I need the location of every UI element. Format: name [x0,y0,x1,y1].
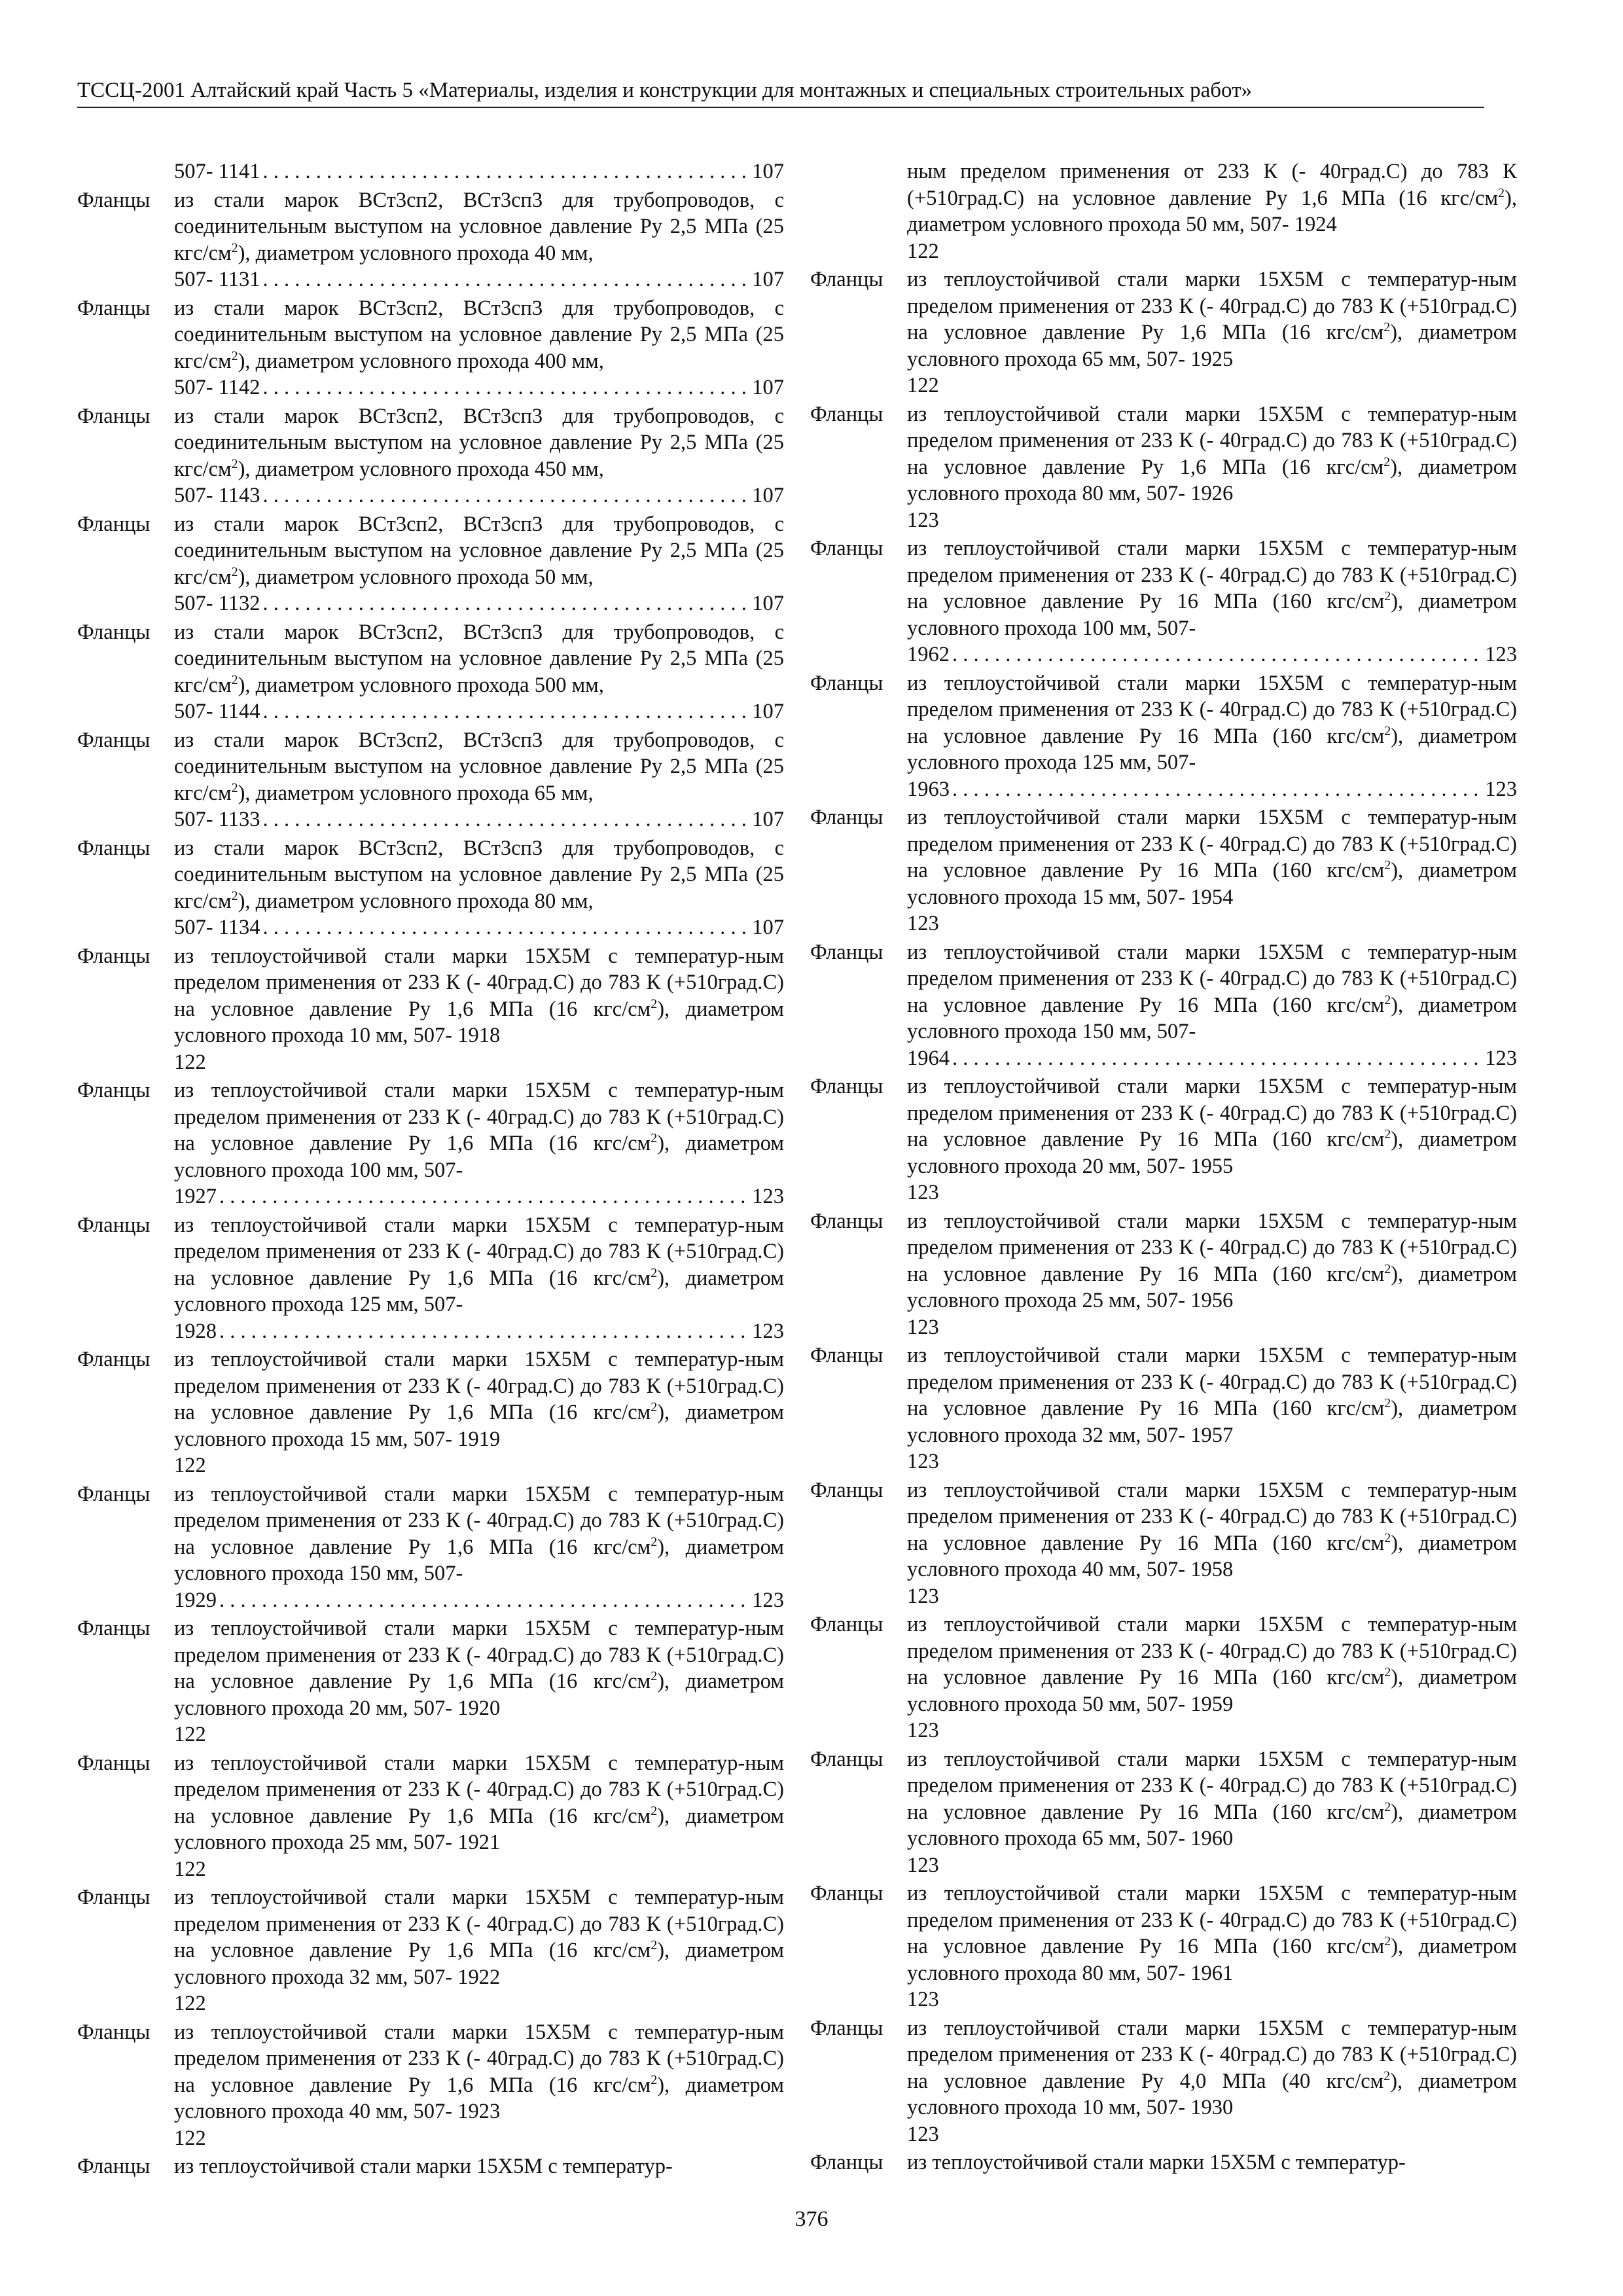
index-entry [77,619,784,725]
index-entry [810,1342,1517,1475]
entry-code: 507- 1141 [174,160,260,183]
superscript: 2 [1384,1261,1391,1276]
entry-text [810,2149,1517,2176]
entry-text-pre: из теплоустойчивой стали марки 15Х5М с температур-ным пределом применения от 233 К (- 40град.С) до 783 К (+510град.С) на условное давление Ру 1,6 МПа (16 кгс/см [174,1886,784,1962]
entry-text-pre: из теплоустойчивой стали марки 15Х5М с температур-ным пределом применения от 233 К (- 40град.С) до 783 К (+510град.С) на условное давление Ру 16 МПа (160 кгс/см [907,940,1517,1017]
entry-text-pre: из теплоустойчивой стали марки 15Х5М с температур-ным пределом применения от 233 К (- 40град.С) до 783 К (+510град.С) на условное давление Ру 16 МПа (160 кгс/см [907,1344,1517,1420]
superscript: 2 [651,1265,658,1280]
entry-text [810,804,1517,910]
entry-text [810,939,1517,1045]
entry-text [77,2019,784,2125]
entry-text [77,1346,784,1452]
entry-lead-term: Фланцы [77,1213,151,1237]
entry-lead-term: Фланцы [810,1747,883,1771]
superscript: 2 [651,2072,658,2087]
entry-text [810,158,1517,238]
entry-text-post: ), диаметром условного прохода 40 мм, 507- 1923 [174,2073,784,2123]
entry-page-ref: 123 [907,1450,939,1473]
index-entry [810,266,1517,399]
entry-text-pre: из теплоустойчивой стали марки 15Х5М с температур-ным пределом применения от 233 К (- 40град.С) до 783 К (+510град.С) на условное давление Ру 1,6 МПа (16 кгс/см [174,1348,784,1424]
index-entry [77,835,784,941]
entry-text [77,835,784,915]
entry-text [77,187,784,267]
entry-text-pre: из теплоустойчивой стали марки 15Х5М с температур-ным пределом применения от 233 К (- 40град.С) до 783 К (+510град.С) на условное давление Ру 16 МПа (160 кгс/см [907,537,1517,613]
entry-text [810,535,1517,641]
entry-page-ref: 107 [752,160,784,183]
index-entry [77,943,784,1076]
entry-lead-term: Фланцы [77,2155,151,2178]
entry-page-ref: 123 [907,1315,939,1339]
entry-code: 1927 [174,1185,217,1208]
entry-reference-line [77,1587,784,1614]
entry-text-pre: из теплоустойчивой стали марки 15Х5М с температур-ным пределом применения от 233 К (- 40град.С) до 783 К (+510град.С) на условное давление Ру 1,6 МПа (16 кгс/см [174,1079,784,1155]
entry-lead-term: Фланцы [810,1613,883,1636]
entry-page-ref: 107 [752,592,784,615]
superscript: 2 [231,672,238,687]
index-entry [77,727,784,833]
entry-text-pre: из теплоустойчивой стали марки 15Х5М с температур-ным пределом применения от 233 К (- 40град.С) до 783 К (+510град.С) на условное давление Ру 16 МПа (160 кгс/см [907,1209,1517,1286]
entry-lead-term: Фланцы [810,1075,883,1098]
dot-leader [219,1183,749,1210]
entry-reference-line [77,1183,784,1210]
entry-code: 507- 1131 [174,268,260,291]
entry-lead-term: Фланцы [77,1482,151,1506]
entry-lead-term: Фланцы [77,1751,151,1775]
entry-text-pre: из стали марок ВСт3сп2, ВСт3сп3 для трубопроводов, с соединительным выступом на условное давление Ру 2,5 МПа (25 кгс/см [174,296,784,373]
entry-text-post: ), диаметром условного прохода 50 мм, [238,565,594,589]
dot-leader [263,482,750,509]
entry-text-post: ), диаметром условного прохода 80 мм, 507- 1926 [907,455,1517,505]
entry-text-post: ), диаметром условного прохода 65 мм, 507- 1925 [907,321,1517,371]
entry-text-pre: из теплоустойчивой стали марки 15Х5М с температур-ным пределом применения от 233 К (- 40град.С) до 783 К (+510град.С) на условное давление Ру 16 МПа (160 кгс/см [907,1478,1517,1555]
entry-reference-line [77,158,784,185]
dot-leader [263,266,750,293]
entry-text [810,1611,1517,1717]
entry-text [77,619,784,699]
superscript: 2 [231,780,238,795]
entry-text-post: ), диаметром условного прохода 50 мм, 507- 1924 [907,186,1517,236]
dot-leader [263,158,750,185]
entry-page-ref: 123 [907,508,939,532]
entry-lead-term: Фланцы [77,296,151,320]
entry-lead-term: Фланцы [810,537,883,560]
index-entry [810,670,1517,803]
superscript: 2 [651,1400,658,1415]
header-rule [77,107,1484,108]
entry-page-ref: 123 [907,1584,939,1608]
superscript: 2 [651,1534,658,1549]
entry-code: 507- 1144 [174,700,260,723]
index-entry [77,158,784,185]
superscript: 2 [1384,1799,1391,1814]
entry-text-post: ), диаметром условного прохода 15 мм, 507- 1954 [907,859,1517,909]
entry-lead-term: Фланцы [810,1882,883,1905]
entry-page-ref: 123 [907,1853,939,1877]
index-entry [810,535,1517,668]
superscript: 2 [231,348,238,363]
entry-text-post: ), диаметром условного прохода 40 мм, [238,241,594,265]
entry-text-post: ), диаметром условного прохода 50 мм, 507- 1959 [907,1666,1517,1716]
entry-page-ref: 122 [174,1050,206,1074]
entry-page-ref: 123 [907,912,939,935]
entry-page-ref: 123 [1485,1046,1517,1070]
superscript: 2 [651,1938,658,1953]
dot-leader [263,590,750,617]
dot-leader [219,1587,749,1614]
entry-text-pre: из теплоустойчивой стали марки 15Х5М с температур-ным пределом применения от 233 К (- 40град.С) до 783 К (+510град.С) на условное давление Ру 1,6 МПа (16 кгс/см [174,1213,784,1290]
index-entry [810,2015,1517,2148]
entry-reference-line [810,1045,1517,1072]
entry-lead-term: Фланцы [810,1478,883,1502]
entry-page-ref: 123 [907,1988,939,2011]
entry-lead-term: Фланцы [810,940,883,964]
entry-text-post: ), диаметром условного прохода 80 мм, 507- 1961 [907,1935,1517,1985]
entry-lead-term: Фланцы [810,268,883,291]
entry-text-post: ), диаметром условного прохода 20 мм, 507- 1920 [174,1670,784,1720]
entry-text-post: ), диаметром условного прохода 100 мм, 507- [174,1132,784,1182]
dot-leader [263,914,750,941]
index-entry [810,804,1517,937]
entry-text-post: ), диаметром условного прохода 20 мм, 507- 1955 [907,1128,1517,1178]
index-column-left [77,158,784,2182]
entry-text [810,1477,1517,1583]
entry-lead-term: Фланцы [810,2016,883,2040]
superscript: 2 [651,1131,658,1146]
index-entry [810,2149,1517,2176]
entry-text-post: ), диаметром условного прохода 150 мм, 507- [907,993,1517,1043]
entry-reference-line [810,641,1517,668]
entry-text-pre: из теплоустойчивой стали марки 15Х5М с температур-ным пределом применения от 233 К (- 40град.С) до 783 К (+510град.С) на условное давление Ру 16 МПа (160 кгс/см [907,1075,1517,1151]
entry-lead-term: Фланцы [810,402,883,426]
entry-code: 507- 1134 [174,916,260,939]
entry-text-post: ), диаметром условного прохода 125 мм, 507- [174,1266,784,1316]
entry-text-post: ), диаметром условного прохода 15 мм, 507- 1919 [174,1401,784,1451]
entry-lead-term: Фланцы [810,1344,883,1367]
entry-page-ref: 122 [174,2126,206,2150]
entry-text-pre: из теплоустойчивой стали марки 15Х5М с температур-ным пределом применения от 233 К (- 40град.С) до 783 К (+510град.С) на условное давление Ру 16 МПа (160 кгс/см [907,1747,1517,1824]
dot-leader [952,641,1482,668]
entry-text-pre: из теплоустойчивой стали марки 15Х5М с температур-ным пределом применения от 233 К (- 40град.С) до 783 К (+510град.С) на условное давление Ру 1,6 МПа (16 кгс/см [907,402,1517,479]
entry-text-post: ), диаметром условного прохода 100 мм, 507- [907,590,1517,640]
entry-code: 507- 1132 [174,592,260,615]
entry-page-ref: 122 [174,1857,206,1881]
entry-reference-line [77,590,784,617]
entry-text-pre: ным пределом применения от 233 К (- 40град.С) до 783 К (+510град.С) на условное давление Ру 1,6 МПа (16 кгс/см [907,160,1517,210]
entry-lead-term: Фланцы [77,1348,151,1371]
entry-text-pre: из стали марок ВСт3сп2, ВСт3сп3 для трубопроводов, с соединительным выступом на условное давление Ру 2,5 МПа (25 кгс/см [174,836,784,913]
superscript: 2 [651,1803,658,1818]
entry-text [810,1880,1517,1986]
entry-text [77,1884,784,1990]
entry-reference-line [77,1318,784,1345]
entry-reference-line [77,266,784,293]
index-entry [77,1212,784,1345]
entry-text [77,403,784,483]
index-entry [77,1884,784,2017]
entry-text [77,511,784,591]
entry-text-pre: из стали марок ВСт3сп2, ВСт3сп3 для трубопроводов, с соединительным выступом на условное давление Ру 2,5 МПа (25 кгс/см [174,512,784,589]
entry-text [810,401,1517,507]
entry-text [77,2153,784,2180]
entry-text-post: ), диаметром условного прохода 32 мм, 507- 1922 [174,1939,784,1989]
entry-text-pre: из стали марок ВСт3сп2, ВСт3сп3 для трубопроводов, с соединительным выступом на условное давление Ру 2,5 МПа (25 кгс/см [174,728,784,805]
entry-page-ref: 107 [752,916,784,939]
entry-text [810,1342,1517,1448]
entry-reference-line [810,776,1517,803]
entry-text-pre: из теплоустойчивой стали марки 15Х5М с температур- [907,2151,1406,2174]
entry-lead-term: Фланцы [77,512,151,536]
entry-text [77,1615,784,1721]
entry-text-post: ), диаметром условного прохода 32 мм, 507- 1957 [907,1397,1517,1447]
entry-text [810,266,1517,372]
entry-text-pre: из теплоустойчивой стали марки 15Х5М с температур-ным пределом применения от 233 К (- 40град.С) до 783 К (+510град.С) на условное давление Ру 1,6 МПа (16 кгс/см [907,268,1517,344]
entry-text-pre: из теплоустойчивой стали марки 15Х5М с температур-ным пределом применения от 233 К (- 40град.С) до 783 К (+510град.С) на условное давление Ру 1,6 МПа (16 кгс/см [174,2020,784,2097]
superscript: 2 [231,456,238,471]
entry-page-ref: 123 [752,1319,784,1343]
entry-text [77,1750,784,1856]
entry-reference-line [77,482,784,509]
entry-lead-term: Фланцы [77,836,151,860]
entry-page-ref: 122 [907,374,939,397]
index-entry [77,187,784,293]
entry-text-pre: из теплоустойчивой стали марки 15Х5М с температур-ным пределом применения от 233 К (- 40град.С) до 783 К (+510град.С) на условное давление Ру 4,0 МПа (40 кгс/см [907,2016,1517,2093]
superscript: 2 [1384,723,1391,738]
entry-text-pre: из теплоустойчивой стали марки 15Х5М с температур-ным пределом применения от 233 К (- 40град.С) до 783 К (+510град.С) на условное давление Ру 1,6 МПа (16 кгс/см [174,944,784,1021]
index-entry [810,1746,1517,1879]
entry-reference-line [77,374,784,401]
entry-text-post: ), диаметром условного прохода 500 мм, [238,673,604,697]
entry-page-ref: 122 [907,239,939,263]
entry-code: 1929 [174,1588,217,1612]
entry-reference-line [77,806,784,833]
entry-page-ref: 107 [752,376,784,399]
entry-page-ref: 123 [752,1185,784,1208]
entry-page-ref: 123 [1485,777,1517,801]
entry-text-post: ), диаметром условного прохода 80 мм, [238,889,594,913]
entry-text [810,2015,1517,2121]
entry-text [77,1212,784,1318]
superscript: 2 [1384,1127,1391,1142]
index-entry [77,1615,784,1748]
dot-leader [263,698,750,725]
entry-code: 1928 [174,1319,217,1343]
running-header: ТССЦ-2001 Алтайский край Часть 5 «Материалы, изделия и конструкции для монтажных и специальных строительных работ» [77,79,1253,102]
index-entry [77,1077,784,1210]
superscript: 2 [231,240,238,255]
entry-lead-term: Фланцы [810,2151,883,2174]
superscript: 2 [1384,1665,1391,1680]
entry-page-ref: 107 [752,700,784,723]
entry-text [77,943,784,1049]
dot-leader [952,1045,1482,1072]
entry-text [77,1077,784,1183]
entry-page-ref: 123 [907,1719,939,1742]
index-entry [810,1073,1517,1206]
superscript: 2 [1384,1530,1391,1545]
entry-page-ref: 107 [752,268,784,291]
index-entry [77,1346,784,1479]
entry-text-post: ), диаметром условного прохода 10 мм, 507- 1918 [174,997,784,1047]
entry-text-pre: из стали марок ВСт3сп2, ВСт3сп3 для трубопроводов, с соединительным выступом на условное давление Ру 2,5 МПа (25 кгс/см [174,404,784,481]
superscript: 2 [1383,2068,1391,2083]
dot-leader [219,1318,749,1345]
entry-page-ref: 122 [174,1992,206,2015]
superscript: 2 [1384,858,1391,873]
entry-reference-line [77,914,784,941]
entry-lead-term: Фланцы [77,944,151,968]
entry-text-pre: из теплоустойчивой стали марки 15Х5М с температур-ным пределом применения от 233 К (- 40град.С) до 783 К (+510град.С) на условное давление Ру 1,6 МПа (16 кгс/см [174,1617,784,1693]
index-entry [810,1208,1517,1341]
superscript: 2 [651,1669,658,1684]
dot-leader [263,806,750,833]
entry-lead-term: Фланцы [77,404,151,428]
superscript: 2 [1383,454,1391,469]
index-entry [810,1477,1517,1610]
entry-text [810,1746,1517,1852]
entry-text [77,727,784,807]
entry-page-ref: 123 [752,1588,784,1612]
entry-text-post: ), диаметром условного прохода 10 мм, 507- 1930 [907,2069,1517,2119]
entry-text-pre: из теплоустойчивой стали марки 15Х5М с температур- [174,2155,673,2178]
page-number: 376 [794,2207,829,2231]
superscript: 2 [1384,1396,1391,1411]
index-entry [810,1611,1517,1744]
entry-lead-term: Фланцы [77,2020,151,2044]
superscript: 2 [1384,589,1391,604]
entry-text-post: ), диаметром условного прохода 40 мм, 507- 1958 [907,1531,1517,1581]
entry-text-pre: из теплоустойчивой стали марки 15Х5М с температур-ным пределом применения от 233 К (- 40град.С) до 783 К (+510град.С) на условное давление Ру 16 МПа (160 кгс/см [907,806,1517,882]
index-entry [810,1880,1517,2013]
superscript: 2 [231,564,238,579]
entry-code: 507- 1142 [174,376,260,399]
entry-text-post: ), диаметром условного прохода 65 мм, 507- 1960 [907,1800,1517,1850]
index-entry [77,1481,784,1614]
entry-text-pre: из теплоустойчивой стали марки 15Х5М с температур-ным пределом применения от 233 К (- 40град.С) до 783 К (+510град.С) на условное давление Ру 1,6 МПа (16 кгс/см [174,1751,784,1828]
entry-text [810,1073,1517,1179]
entry-text-pre: из теплоустойчивой стали марки 15Х5М с температур-ным пределом применения от 233 К (- 40град.С) до 783 К (+510град.С) на условное давление Ру 16 МПа (160 кгс/см [907,1882,1517,1958]
index-entry [77,295,784,401]
entry-code: 1963 [907,777,950,801]
index-entry [77,2153,784,2180]
entry-page-ref: 123 [907,2122,939,2146]
entry-lead-term: Фланцы [77,1079,151,1102]
entry-lead-term: Фланцы [810,671,883,695]
index-entry [77,2019,784,2152]
superscript: 2 [231,888,238,903]
index-entry [77,1750,784,1883]
entry-reference-line [77,698,784,725]
index-entry [810,939,1517,1072]
entry-text-post: ), диаметром условного прохода 25 мм, 507- 1921 [174,1804,784,1854]
entry-lead-term: Фланцы [810,1209,883,1233]
index-entry [77,511,784,617]
entry-code: 1964 [907,1046,950,1070]
entry-lead-term: Фланцы [77,620,151,644]
entry-text-post: ), диаметром условного прохода 150 мм, 507- [174,1535,784,1585]
entry-page-ref: 122 [174,1454,206,1477]
entry-lead-term: Фланцы [77,1886,151,1909]
entry-page-ref: 123 [907,1181,939,1204]
entry-text-post: ), диаметром условного прохода 450 мм, [238,457,604,481]
superscript: 2 [1384,992,1391,1007]
entry-text [810,1208,1517,1314]
entry-lead-term: Фланцы [810,806,883,829]
entry-text-post: ), диаметром условного прохода 65 мм, [238,781,594,805]
entry-text-post: ), диаметром условного прохода 125 мм, 507- [907,724,1517,774]
entry-text-pre: из теплоустойчивой стали марки 15Х5М с температур-ным пределом применения от 233 К (- 40град.С) до 783 К (+510град.С) на условное давление Ру 1,6 МПа (16 кгс/см [174,1482,784,1559]
index-entry [77,403,784,509]
superscript: 2 [1384,1934,1391,1949]
entry-page-ref: 107 [752,808,784,831]
dot-leader [952,776,1482,803]
entry-text-post: ), диаметром условного прохода 400 мм, [238,349,604,373]
entry-page-ref: 122 [174,1723,206,1746]
superscript: 2 [651,996,658,1011]
entry-text-pre: из теплоустойчивой стали марки 15Х5М с температур-ным пределом применения от 233 К (- 40град.С) до 783 К (+510град.С) на условное давление Ру 16 МПа (160 кгс/см [907,1613,1517,1689]
entry-lead-term: Фланцы [77,1617,151,1640]
dot-leader [263,374,750,401]
entry-text [77,1481,784,1587]
entry-lead-term: Фланцы [77,728,151,752]
entry-code: 1962 [907,643,950,666]
entry-lead-term: Фланцы [77,188,151,212]
entry-text-pre: из стали марок ВСт3сп2, ВСт3сп3 для трубопроводов, с соединительным выступом на условное давление Ру 2,5 МПа (25 кгс/см [174,620,784,697]
entry-text-pre: из стали марок ВСт3сп2, ВСт3сп3 для трубопроводов, с соединительным выступом на условное давление Ру 2,5 МПа (25 кгс/см [174,188,784,265]
entry-code: 507- 1133 [174,808,260,831]
entry-text-pre: из теплоустойчивой стали марки 15Х5М с температур-ным пределом применения от 233 К (- 40град.С) до 783 К (+510град.С) на условное давление Ру 16 МПа (160 кгс/см [907,671,1517,748]
entry-text-post: ), диаметром условного прохода 25 мм, 507- 1956 [907,1262,1517,1312]
entry-page-ref: 123 [1485,643,1517,666]
superscript: 2 [1383,320,1391,335]
superscript: 2 [1498,185,1505,200]
entry-text [77,295,784,375]
index-entry [810,158,1517,264]
entry-code: 507- 1143 [174,484,260,507]
index-column-right [810,158,1517,2178]
index-entry [810,401,1517,534]
entry-page-ref: 107 [752,484,784,507]
entry-text [810,670,1517,776]
